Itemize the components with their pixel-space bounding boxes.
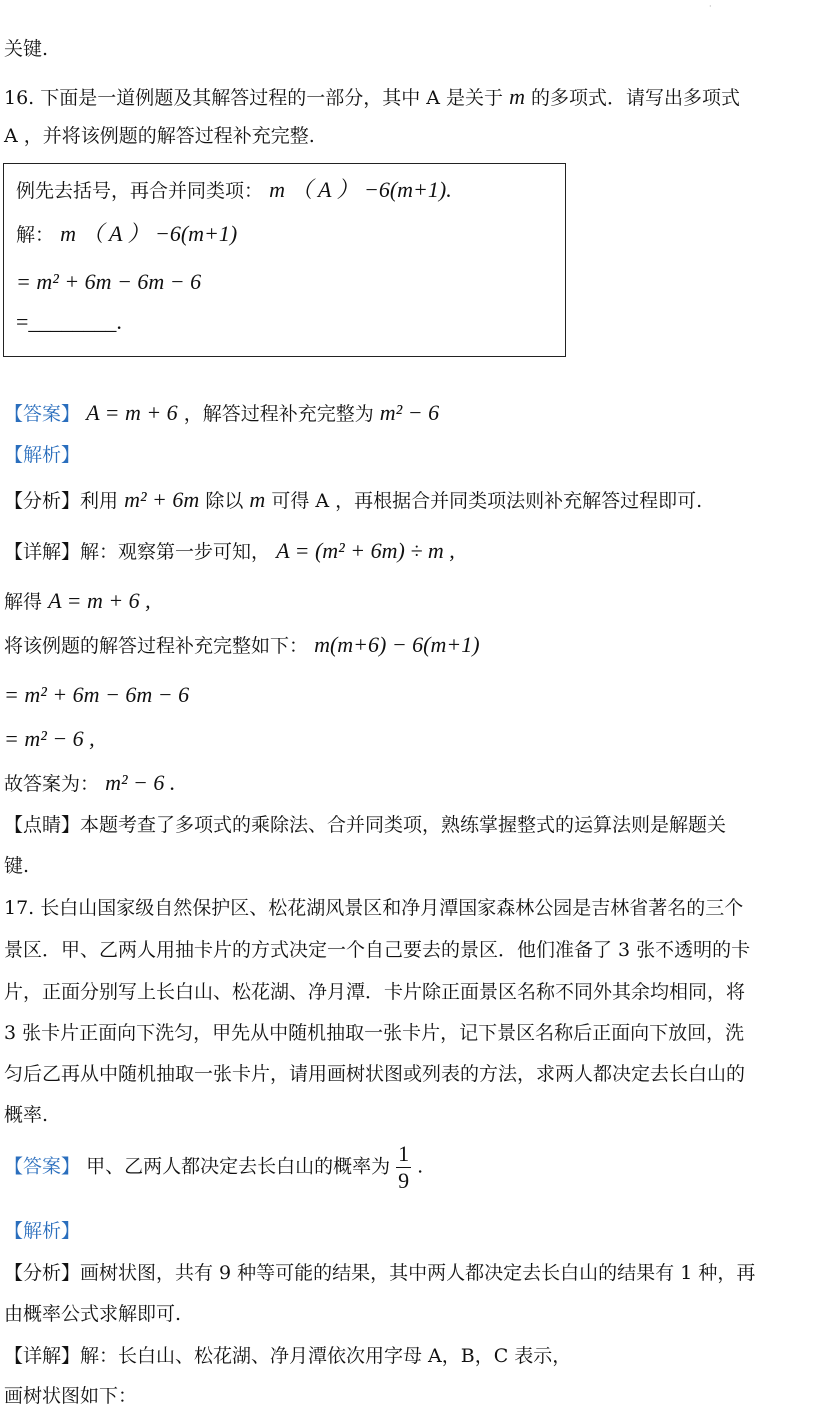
question-17-line: 匀后乙再从中随机抽取一张卡片，请用画树状图或列表的方法，求两人都决定去长白山的 [4,1063,746,1085]
example-line: 例先去括号，再合并同类项： m （ A ） −6(m+1). [16,177,452,202]
detail-line: 【详解】解：观察第一步可知， A = (m² + 6m) ÷ m , [4,538,455,563]
question-17-line: 3 张卡片正面向下洗匀，甲先从中随机抽取一张卡片，记下景区名称后正面向下放回，洗 [4,1022,745,1044]
detail-line: 【详解】解：长白山、松花湖、净月潭依次用字母 A，B，C 表示， [4,1345,572,1367]
detail-line: 解得 A = m + 6 , [4,588,151,613]
analysis-line: 【分析】画树状图，共有 9 种等可能的结果，其中两人都决定去长白山的结果有 1 种，再 [4,1262,756,1284]
detail-line: 故答案为： m² − 6 . [4,770,176,795]
detail-line: 将该例题的解答过程补充完整如下： m(m+6) − 6(m+1) [4,632,480,657]
example-line: =________. [16,309,122,334]
question-17-line: 景区．甲、乙两人用抽卡片的方式决定一个自己要去的景区．他们准备了 3 张不透明的卡 [4,939,751,961]
detail-line: 画树状图如下： [4,1385,138,1407]
comment-line: 键. [4,855,30,877]
answer-17: 【答案】 甲、乙两人都决定去长白山的概率为 $\frac{1}{9}$ . [4,1141,424,1193]
question-17-line: 片，正面分别写上长白山、松花湖、净月潭．卡片除正面景区名称不同外其余均相同，将 [4,981,746,1003]
text-line: 关键. [4,38,49,60]
example-box [3,163,566,357]
comment-line: 【点睛】本题考查了多项式的乘除法、合并同类项，熟练掌握整式的运算法则是解题关 [4,814,727,836]
analysis-line: 由概率公式求解即可. [4,1303,182,1325]
analysis-tag: 【解析】 [4,1220,81,1242]
question-16-line: 16. 下面是一道例题及其解答过程的一部分，其中 A 是关于 m 的多项式．请写出多项式 [4,84,741,109]
answer-16: 【答案】 A = m + 6 ，解答过程补充完整为 m² − 6 [4,400,440,425]
document-page: · 关键. 16. 下面是一道例题及其解答过程的一部分，其中 A 是关于 m 的多项式．请写出多项式 A ，并将该例题的解答过程补充完整. 例先去括号，再合并同类项： m （ A ） −6(m+1). 解： m （ A ） −6(m+1) = m² + 6m − 6m − 6 =________. 【答案】 A = m + 6 ，解答过程补充完整为 m² − 6 【解析】 【分析】利用 m² + 6m 除以 m 可得 A ，再根据合并同类项法则补充解答过程即可. 【详解】解：观察第一步可知， A = (m² + 6m) ÷ m , 解得 A = m + 6 , 将该例题的解答过程补充完整如下： m(m+6) − 6(m+1) = m² + 6m − 6m − 6 = m² − 6 , 故答案为： m² − 6 . 【点睛】本题考查了多项式的乘除法、合并同类项，熟练掌握整式的运算法则是解题关 键. 17. 长白山国家级自然保护区、松花湖风景区和净月潭国家森林公园是吉林省著名的三个 景区．甲、乙两人用抽卡片的方式决定一个自己要去的景区．他们准备了 3 张不透明的卡 片，正面分别写上长白山、松花湖、净月潭．卡片除正面景区名称不同外其余均相同，将 3 张卡片正面向下洗匀，甲先从中随机抽取一张卡片，记下景区名称后正面向下放回，洗 匀后乙再从中随机抽取一张卡片，请用画树状图或列表的方法，求两人都决定去长白山的 概率. 【答案】 甲、乙两人都决定去长白山的概率为 $\frac{1}{9}$ . 【解析】 【分析】画树状图，共有 9 种等可能的结果，其中两人都决定去长白山的结果有 1 种，再 由概率公式求解即可. 【详解】解：长白山、松花湖、净月潭依次用字母 A，B，C 表示， 画树状图如下： [4,2,756,1407]
question-16-line: A ，并将该例题的解答过程补充完整. [4,125,315,147]
example-line: = m² + 6m − 6m − 6 [16,269,202,294]
example-line: 解： m （ A ） −6(m+1) [16,221,238,246]
detail-line: = m² − 6 , [4,726,95,751]
question-17-line: 概率. [4,1104,49,1126]
detail-line: = m² + 6m − 6m − 6 [4,682,190,707]
analysis-line: 【分析】利用 m² + 6m 除以 m 可得 A ，再根据合并同类项法则补充解答过程即可. [4,487,703,512]
fraction: $\frac{1}{9}$ [398,1141,410,1193]
analysis-tag: 【解析】 [4,444,81,466]
question-17-line: 17. 长白山国家级自然保护区、松花湖风景区和净月潭国家森林公园是吉林省著名的三个 [4,897,744,919]
